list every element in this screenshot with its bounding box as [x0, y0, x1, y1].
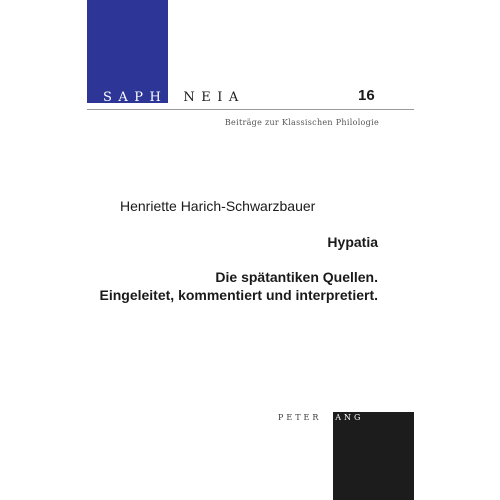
series-name-highlighted: SAPHE — [103, 90, 184, 105]
publisher-color-block — [333, 412, 414, 500]
series-color-block — [87, 0, 168, 103]
publisher-name-plain: PETER — [278, 413, 327, 422]
book-subtitle-line-2: Eingeleitet, kommentiert und interpretiert. — [99, 287, 378, 303]
publisher-name — [278, 413, 363, 423]
book-subtitle-line-1: Die spätantiken Quellen. — [215, 269, 378, 285]
series-name-rest: NEIA — [183, 90, 245, 105]
author-name: Henriette Harich-Schwarzbauer — [120, 198, 316, 214]
series-number: 16 — [358, 87, 375, 104]
publisher-name-highlighted: LANG — [326, 413, 364, 422]
series-subtitle: Beiträge zur Klassischen Philologie — [224, 118, 379, 127]
series-name — [103, 90, 245, 106]
book-subtitle — [100, 268, 379, 304]
series-divider — [87, 109, 414, 110]
book-title: Hypatia — [327, 234, 378, 250]
